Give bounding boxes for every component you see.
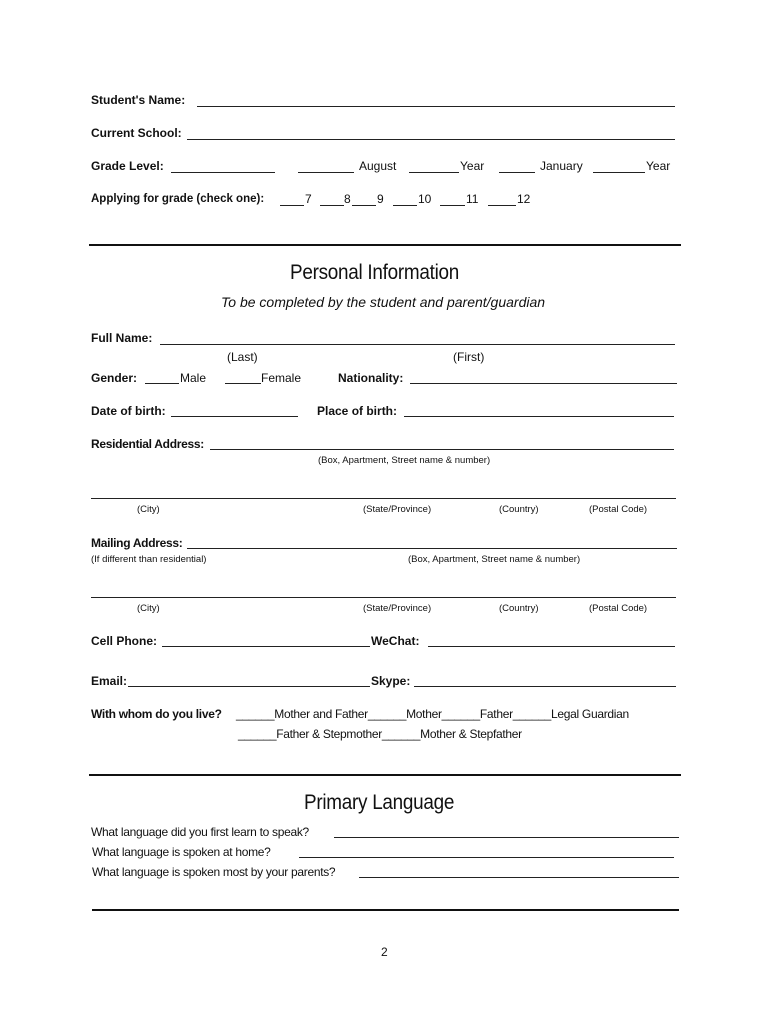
residential-address-hint: (Box, Apartment, Street name & number) — [318, 455, 491, 466]
nationality-label: Nationality: — [338, 371, 404, 385]
august-label: August — [359, 159, 397, 173]
grade-8-check[interactable] — [320, 205, 344, 206]
language-q2-field[interactable] — [299, 857, 674, 858]
language-q1-field[interactable] — [334, 837, 679, 838]
live-with-options-row2[interactable]: ______Father & Stepmother______Mother & Stepfather — [238, 727, 522, 741]
residential-address-label: Residential Address: — [91, 437, 204, 451]
mailing-address-hint: (Box, Apartment, Street name & number) — [408, 554, 581, 565]
pob-field[interactable] — [404, 416, 674, 417]
residential-address-field[interactable] — [210, 449, 674, 450]
residential-country-hint: (Country) — [499, 504, 539, 515]
language-q2-label: What language is spoken at home? — [92, 845, 271, 859]
cell-phone-label: Cell Phone: — [91, 634, 158, 648]
year-label-2: Year — [646, 159, 671, 173]
applying-grade-label: Applying for grade (check one): — [91, 193, 265, 205]
personal-info-subtitle: To be completed by the student and parent/guardian — [221, 294, 546, 310]
grade-9-check[interactable] — [352, 205, 376, 206]
year-label-1: Year — [460, 159, 485, 173]
female-label: Female — [261, 371, 302, 385]
mailing-country-hint: (Country) — [499, 603, 539, 614]
august-blank[interactable] — [298, 172, 354, 173]
male-check[interactable] — [145, 383, 179, 384]
residential-city-line[interactable] — [91, 498, 676, 499]
primary-language-title: Primary Language — [304, 791, 455, 814]
grade-10-check[interactable] — [393, 205, 417, 206]
january-year-blank[interactable] — [593, 172, 645, 173]
grade-8-label: 8 — [344, 192, 351, 206]
personal-info-title: Personal Information — [290, 261, 460, 284]
mailing-address-field[interactable] — [187, 548, 677, 549]
skype-field[interactable] — [414, 686, 676, 687]
gender-label: Gender: — [91, 371, 138, 385]
dob-label: Date of birth: — [91, 404, 166, 418]
mailing-state-hint: (State/Province) — [363, 603, 432, 614]
grade-7-label: 7 — [305, 192, 312, 206]
language-q3-field[interactable] — [359, 877, 679, 878]
grade-7-check[interactable] — [280, 205, 304, 206]
section-divider-3 — [92, 909, 679, 911]
august-year-blank[interactable] — [409, 172, 459, 173]
skype-label: Skype: — [371, 674, 411, 688]
january-label: January — [540, 159, 583, 173]
full-name-label: Full Name: — [91, 331, 153, 345]
grade-10-label: 10 — [418, 192, 432, 206]
page-number: 2 — [381, 945, 388, 959]
cell-phone-field[interactable] — [162, 646, 370, 647]
mailing-city-line[interactable] — [91, 597, 676, 598]
dob-field[interactable] — [171, 416, 298, 417]
grade-level-field[interactable] — [171, 172, 275, 173]
male-label: Male — [180, 371, 207, 385]
wechat-field[interactable] — [428, 646, 675, 647]
current-school-label: Current School: — [91, 126, 182, 140]
first-name-hint: (First) — [453, 350, 485, 364]
last-name-hint: (Last) — [227, 350, 258, 364]
grade-11-label: 11 — [466, 192, 479, 206]
full-name-field[interactable] — [160, 344, 675, 345]
mailing-postal-hint: (Postal Code) — [589, 603, 648, 614]
live-with-options-row1[interactable]: ______Mother and Father______Mother______Father______Legal Guardian — [236, 707, 629, 721]
student-name-label: Student's Name: — [91, 93, 186, 107]
female-check[interactable] — [225, 383, 261, 384]
language-q1-label: What language did you first learn to speak? — [91, 825, 309, 839]
grade-11-check[interactable] — [440, 205, 465, 206]
residential-city-hint: (City) — [137, 504, 160, 515]
mailing-address-note: (If different than residential) — [91, 554, 207, 565]
residential-postal-hint: (Postal Code) — [589, 504, 648, 515]
language-q3-label: What language is spoken most by your parents? — [92, 865, 336, 879]
grade-level-label: Grade Level: — [91, 159, 164, 173]
live-with-label: With whom do you live? — [91, 707, 222, 721]
january-blank[interactable] — [499, 172, 535, 173]
section-divider-2 — [89, 774, 681, 776]
nationality-field[interactable] — [410, 383, 677, 384]
pob-label: Place of birth: — [317, 404, 398, 418]
email-label: Email: — [91, 674, 128, 688]
wechat-label: WeChat: — [371, 634, 420, 648]
student-name-field[interactable] — [197, 106, 675, 107]
grade-9-label: 9 — [377, 192, 384, 206]
grade-12-check[interactable] — [488, 205, 516, 206]
current-school-field[interactable] — [187, 139, 675, 140]
email-field[interactable] — [128, 686, 370, 687]
section-divider-1 — [89, 244, 681, 246]
residential-state-hint: (State/Province) — [363, 504, 432, 515]
mailing-address-label: Mailing Address: — [91, 536, 183, 550]
grade-12-label: 12 — [517, 192, 531, 206]
mailing-city-hint: (City) — [137, 603, 160, 614]
